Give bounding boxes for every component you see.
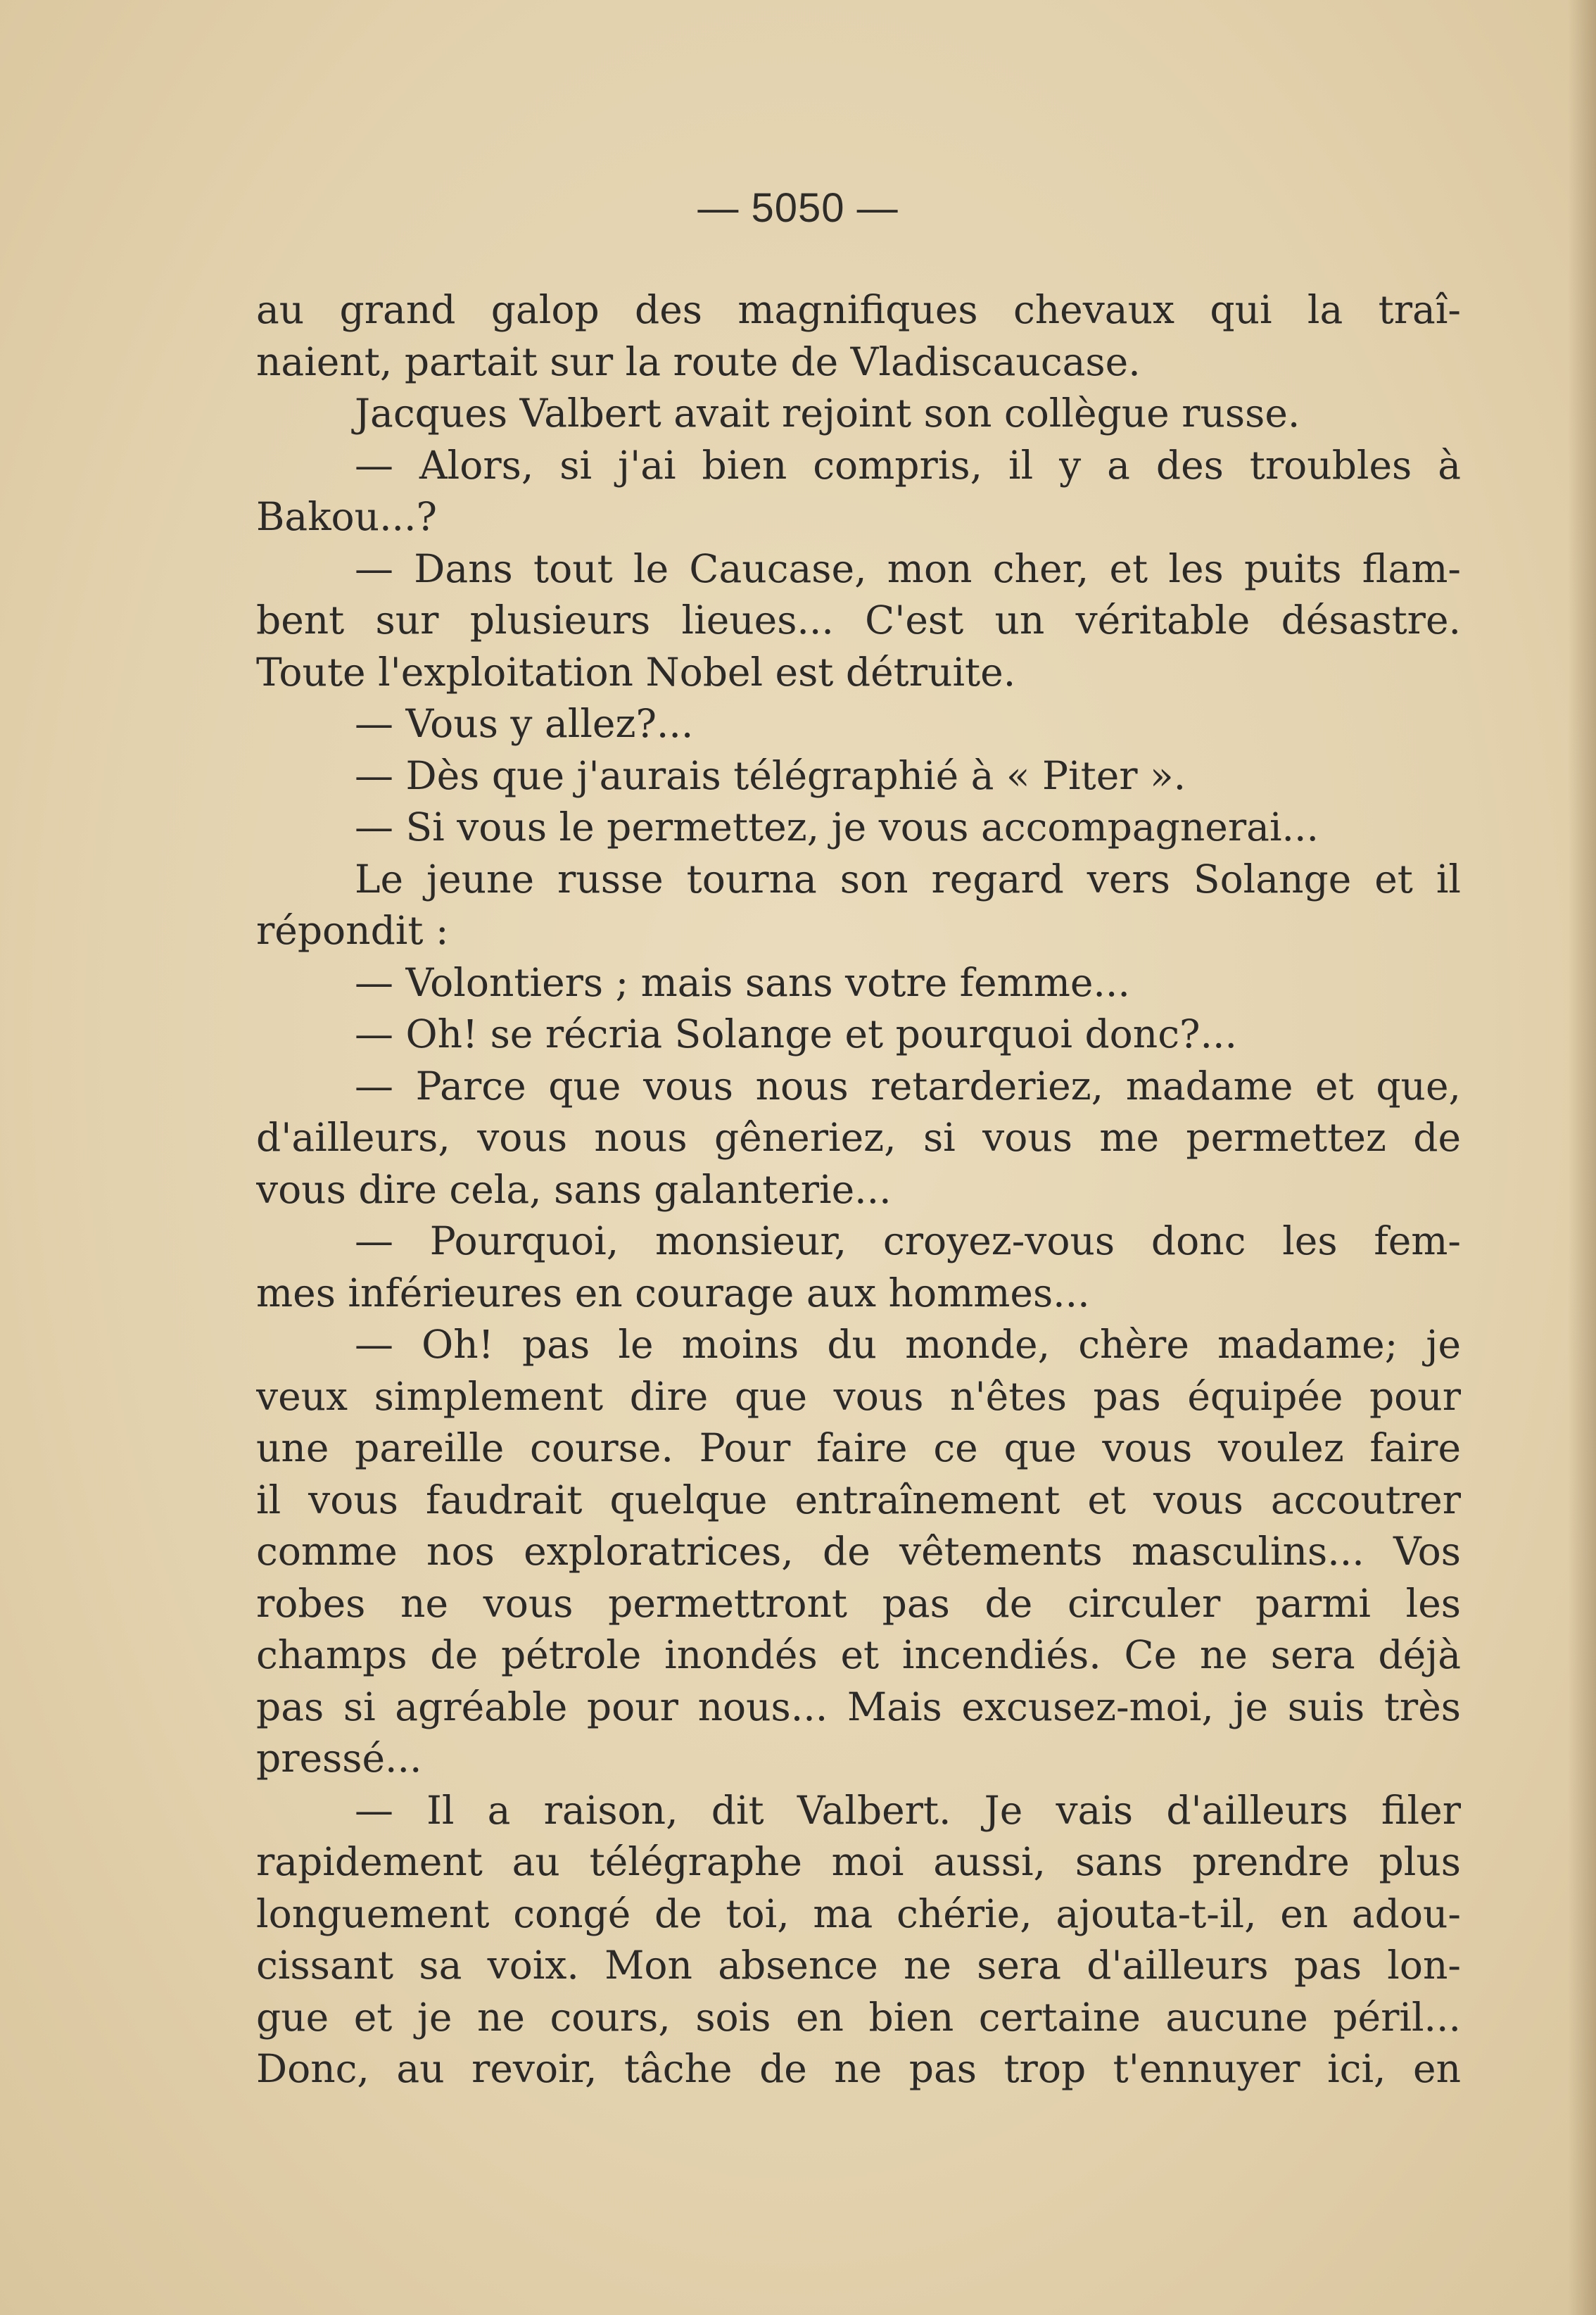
text-line: une pareille course. Pour faire ce que vous voulez faire: [256, 1425, 1461, 1470]
text-line: — Oh! se récria Solange et pourquoi donc?...: [355, 1011, 1237, 1056]
text-line: robes ne vous permettront pas de circuler parmi les: [256, 1580, 1461, 1626]
text-line: naient, partait sur la route de Vladiscaucase.: [256, 339, 1141, 384]
text-line: — Dès que j'aurais télégraphié à « Piter ».: [355, 752, 1186, 798]
text-line: — Dans tout le Caucase, mon cher, et les puits flam-: [355, 545, 1461, 591]
text-line: — Alors, si j'ai bien compris, il y a des troubles à: [355, 442, 1461, 488]
text-line: répondit :: [256, 908, 449, 953]
text-line: — Si vous le permettez, je vous accompagnerai...: [355, 805, 1319, 850]
text-line: d'ailleurs, vous nous gêneriez, si vous me permettez de: [256, 1115, 1461, 1160]
text-line: gue et je ne cours, sois en bien certaine aucune péril...: [256, 1994, 1461, 2040]
text-line: — Volontiers ; mais sans votre femme...: [355, 959, 1130, 1005]
text-line: Le jeune russe tourna son regard vers Solange et il: [355, 856, 1461, 902]
text-line: — Parce que vous nous retarderiez, madame et que,: [355, 1063, 1461, 1109]
text-line: rapidement au télégraphe moi aussi, sans prendre plus: [256, 1839, 1461, 1884]
text-line: bent sur plusieurs lieues... C'est un véritable désastre.: [256, 598, 1461, 643]
text-line: — Oh! pas le moins du monde, chère madame; je: [355, 1322, 1461, 1367]
text-line: longuement congé de toi, ma chérie, ajouta-t-il, en adou-: [256, 1891, 1461, 1936]
text-line: Toute l'exploitation Nobel est détruite.: [256, 649, 1016, 695]
page-number: — 5050 —: [697, 185, 899, 231]
page-edge-shadow: [1568, 0, 1596, 2315]
text-line: Jacques Valbert avait rejoint son collègue russe.: [355, 391, 1300, 436]
text-line: pas si agréable pour nous... Mais excusez-moi, je suis très: [256, 1684, 1461, 1729]
text-line: cissant sa voix. Mon absence ne sera d'ailleurs pas lon-: [256, 1943, 1461, 1988]
text-line: comme nos exploratrices, de vêtements masculins... Vos: [256, 1529, 1461, 1574]
text-line: pressé...: [256, 1736, 422, 1781]
text-line: champs de pétrole inondés et incendiés. Ce ne sera déjà: [256, 1632, 1461, 1677]
text-line: — Pourquoi, monsieur, croyez-vous donc les fem-: [355, 1218, 1461, 1263]
text-line: au grand galop des magnifiques chevaux qui la traî-: [256, 287, 1461, 332]
text-line: Bakou...?: [256, 494, 438, 539]
text-line: vous dire cela, sans galanterie...: [256, 1166, 892, 1212]
text-line: Donc, au revoir, tâche de ne pas trop t'ennuyer ici, en: [256, 2046, 1461, 2091]
text-line: il vous faudrait quelque entraînement et vous accoutrer: [256, 1477, 1461, 1522]
text-line: — Il a raison, dit Valbert. Je vais d'ailleurs filer: [355, 1787, 1461, 1833]
text-line: — Vous y allez?...: [355, 701, 694, 746]
text-line: veux simplement dire que vous n'êtes pas équipée pour: [256, 1373, 1461, 1419]
text-line: mes inférieures en courage aux hommes...: [256, 1270, 1090, 1316]
body-text: [256, 284, 1461, 2095]
